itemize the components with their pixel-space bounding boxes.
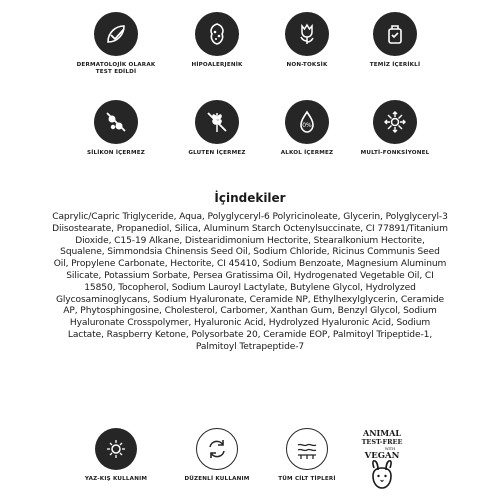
badge-label: DERMATOLOJİK OLARAK TEST EDİLDİ xyxy=(76,62,156,75)
badge-clean-ingredients xyxy=(350,12,440,69)
badge-label: SİLİKON İÇERMEZ xyxy=(87,150,145,156)
vegan-line2: TEST-FREE xyxy=(361,438,403,446)
hypoallergenic-icon xyxy=(195,12,239,56)
badge-label: GLUTEN İÇERMEZ xyxy=(188,150,246,156)
sun-snow-icon xyxy=(95,428,137,470)
silicone-free-icon xyxy=(94,100,138,144)
badge-non-toxic xyxy=(262,12,352,69)
badge-silicone-free xyxy=(71,100,161,157)
ingredients-text: Caprylic/Capric Triglyceride, Aqua, Polyglyceryl-6 Polyricinoleate, Glycerin, Polyglyceryl-3 Diisostearate, Propanediol, Silica, Aluminum Starch Octenylsuccinate, CI 77891/Titanium Dioxide, C15-19 Alkane, Distearidimonium Hectorite, Stearalkonium Hectorite, Squalene, Simmondsia Chinensis Seed Oil, Sodium Chloride, Ricinus Communis Seed Oil, Propylene Carbonate, Hectorite, CI 45410, Sodium Benzoate, Magnesium Aluminum Silicate, Potassium Sorbate, Persea Gratissima Oil, Hydrogenated Vegetable Oil, CI 15850, Tocopherol, Sodium Lauroyl Lactylate, Butylene Glycol, Hydrolyzed Glycosaminoglycans, Sodium Hyaluronate, Ceramide NP, Ethylhexylglycerin, Ceramide AP, Phytosphingosine, Cholesterol, Carbomer, Xanthan Gum, Benzyl Glycol, Sodium Hyaluronate Crosspolymer, Hyaluronic Acid, Hydrolyzed Hyaluronic Acid, Sodium Lactate, Raspberry Ketone, Polysorbate 20, Ceramide EOP, Palmitoyl Tripeptide-1, Palmitoyl Tetrapeptide-7 xyxy=(52,212,448,352)
badge-hypoallergenic xyxy=(172,12,262,69)
badge-all-skin-types xyxy=(262,428,352,483)
badge-label: YAZ-KIŞ KULLANIM xyxy=(84,476,148,482)
badge-label: DÜZENLİ KULLANIM xyxy=(184,476,250,482)
vegan-line4: VEGAN xyxy=(364,451,400,461)
clean-ingredient-icon xyxy=(373,12,417,56)
dermatological-tested-icon xyxy=(94,12,138,56)
badge-dermatological xyxy=(71,12,161,76)
vegan-line3: WITH xyxy=(384,447,396,451)
badge-label: TÜM CİLT TİPLERİ xyxy=(278,476,336,482)
badge-gluten-free xyxy=(172,100,262,157)
ingredients-title: İçindekiler xyxy=(214,191,286,205)
badge-multifunctional xyxy=(350,100,440,157)
skin-types-icon xyxy=(286,428,328,470)
vegan-seal xyxy=(352,428,412,498)
rabbit-icon xyxy=(352,428,412,498)
badge-label: TEMİZ İÇERİKLİ xyxy=(369,62,421,68)
alcohol-free-icon xyxy=(285,100,329,144)
badge-summer-winter xyxy=(71,428,161,483)
gluten-free-icon xyxy=(195,100,239,144)
svg-text:0%: 0% xyxy=(302,122,312,129)
badge-alcohol-free xyxy=(262,100,352,157)
badge-regular-use xyxy=(172,428,262,483)
badge-label: ALKOL İÇERMEZ xyxy=(280,150,334,156)
multifunctional-icon xyxy=(373,100,417,144)
flower-icon xyxy=(285,12,329,56)
refresh-icon xyxy=(196,428,238,470)
badge-label: MULTİ-FONKSİYONEL xyxy=(360,150,430,156)
badge-label: NON-TOKSİK xyxy=(286,62,328,68)
vegan-line1: ANIMAL xyxy=(363,428,401,438)
badge-label: HİPOALERJENİK xyxy=(191,62,243,68)
